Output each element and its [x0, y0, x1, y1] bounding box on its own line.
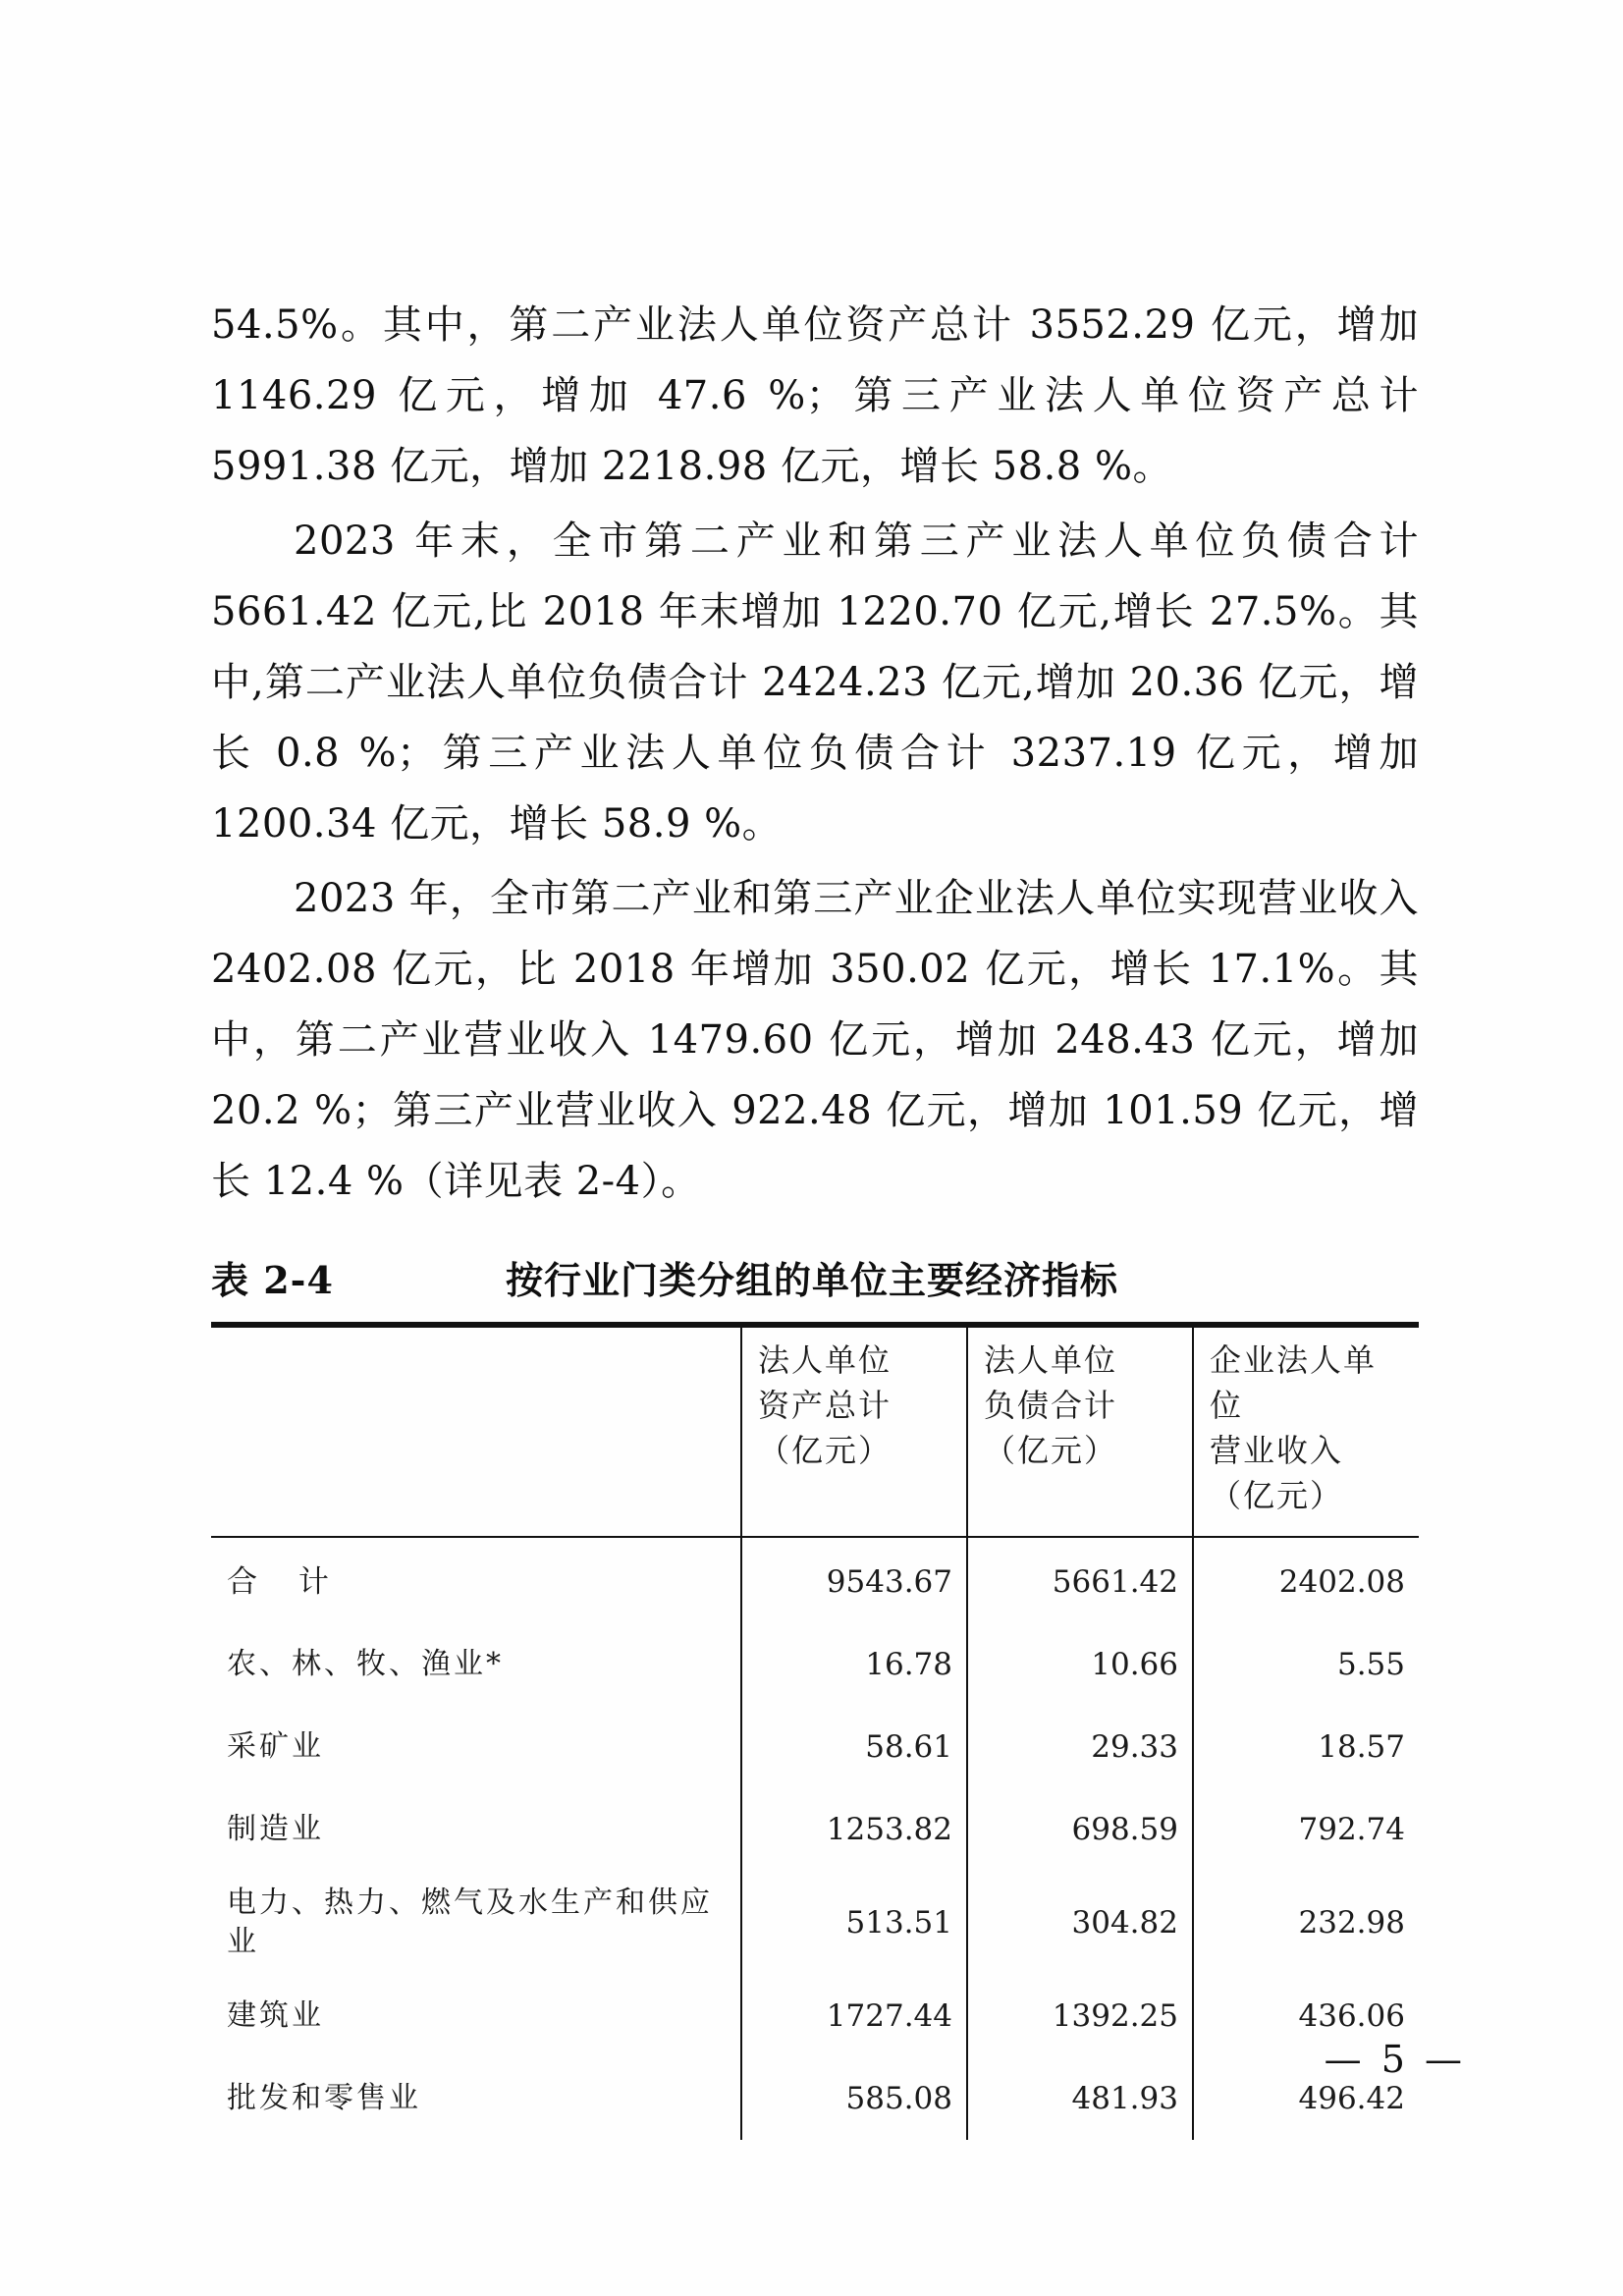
column-header-liabilities-line1: 法人单位 — [984, 1341, 1118, 1379]
table-row — [211, 1975, 1419, 2057]
column-header-revenue-line2: 营业收入 — [1210, 1432, 1344, 1469]
table-row — [211, 1871, 1419, 1975]
column-header-assets-line1: 法人单位 — [758, 1341, 893, 1379]
column-header-liabilities — [967, 1325, 1193, 1537]
table-body — [211, 1537, 1419, 2140]
column-header-liabilities-line3: （亿元） — [984, 1432, 1118, 1469]
cell-assets: 1253.82 — [741, 1788, 967, 1871]
cell-liabilities: 304.82 — [967, 1871, 1193, 1975]
row-label: 合 计 — [227, 1564, 345, 1600]
cell-assets: 1727.44 — [741, 1975, 967, 2057]
economic-indicators-table — [211, 1322, 1419, 2140]
table-header — [211, 1325, 1419, 1537]
table-row — [211, 1788, 1419, 1871]
row-label: 电力、热力、燃气及水生产和供应业 — [227, 1886, 713, 1959]
table-row — [211, 1706, 1419, 1788]
cell-revenue: 792.74 — [1193, 1788, 1419, 1871]
table-caption — [211, 1250, 1419, 1304]
row-label: 建筑业 — [227, 1998, 324, 2033]
cell-liabilities: 698.59 — [967, 1788, 1193, 1871]
cell-assets: 58.61 — [741, 1706, 967, 1788]
table-row — [211, 1623, 1419, 1706]
column-header-industry — [211, 1325, 741, 1537]
row-label: 农、林、牧、渔业* — [227, 1647, 504, 1681]
table-title: 按行业门类分组的单位主要经济指标 — [506, 1258, 1119, 1302]
cell-revenue: 436.06 — [1193, 1975, 1419, 2057]
cell-liabilities: 481.93 — [967, 2057, 1193, 2140]
paragraph-assets: 54.5%。其中，第二产业法人单位资产总计 3552.29 亿元，增加 1146.29 亿元，增加 47.6 %；第三产业法人单位资产总计 5991.38 亿元，增加 2218.98 亿元，增长 58.8 %。 — [211, 302, 1419, 489]
column-header-assets-line2: 资产总计 — [758, 1387, 893, 1424]
cell-liabilities: 10.66 — [967, 1623, 1193, 1706]
table-row — [211, 1537, 1419, 1623]
table-number: 表 2-4 — [211, 1258, 334, 1302]
column-header-liabilities-line2: 负债合计 — [984, 1387, 1118, 1424]
row-label: 制造业 — [227, 1812, 324, 1846]
cell-liabilities: 5661.42 — [967, 1537, 1193, 1623]
row-label: 批发和零售业 — [227, 2081, 421, 2115]
column-header-assets — [741, 1325, 967, 1537]
cell-revenue: 232.98 — [1193, 1871, 1419, 1975]
page-content — [211, 290, 1419, 2140]
table-header-row — [211, 1325, 1419, 1537]
cell-liabilities: 29.33 — [967, 1706, 1193, 1788]
column-header-revenue — [1193, 1325, 1419, 1537]
cell-liabilities: 1392.25 — [967, 1975, 1193, 2057]
paragraph-liabilities: 2023 年末，全市第二产业和第三产业法人单位负债合计 5661.42 亿元,比 2018 年末增加 1220.70 亿元,增长 27.5%。其中,第二产业法人单位负债合计 2424.23 亿元,增加 20.36 亿元，增长 0.8 %；第三产业法人单位负债合计 3237.19 亿元，增加 1200.34 亿元，增长 58.9 %。 — [211, 519, 1419, 847]
cell-revenue: 496.42 — [1193, 2057, 1419, 2140]
cell-assets: 513.51 — [741, 1871, 967, 1975]
table-row — [211, 2057, 1419, 2140]
cell-revenue: 2402.08 — [1193, 1537, 1419, 1623]
cell-revenue: 5.55 — [1193, 1623, 1419, 1706]
cell-assets: 16.78 — [741, 1623, 967, 1706]
column-header-assets-line3: （亿元） — [758, 1432, 893, 1469]
page-number: — 5 — — [1324, 2038, 1466, 2081]
column-header-revenue-line1: 企业法人单位 — [1210, 1341, 1378, 1424]
cell-assets: 9543.67 — [741, 1537, 967, 1623]
cell-revenue: 18.57 — [1193, 1706, 1419, 1788]
row-label: 采矿业 — [227, 1729, 324, 1764]
paragraph-revenue: 2023 年，全市第二产业和第三产业企业法人单位实现营业收入 2402.08 亿元，比 2018 年增加 350.02 亿元，增长 17.1%。其中，第二产业营业收入 1479.60 亿元，增加 248.43 亿元，增加 20.2 %；第三产业营业收入 922.48 亿元，增加 101.59 亿元，增长 12.4 %（详见表 2-4）。 — [211, 876, 1419, 1204]
column-header-revenue-line3: （亿元） — [1210, 1477, 1344, 1514]
cell-assets: 585.08 — [741, 2057, 967, 2140]
